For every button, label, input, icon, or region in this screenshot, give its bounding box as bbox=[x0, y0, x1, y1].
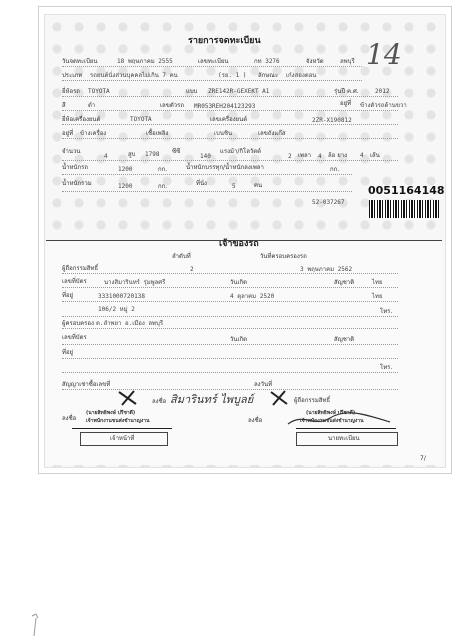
year-label: รุ่นปี ค.ศ. bbox=[334, 88, 359, 95]
nationality-value-2: ไทย bbox=[372, 293, 383, 300]
contract-label: สัญญาเช่าซื้อเลขที่ bbox=[62, 381, 111, 388]
phone2-label: โทร. bbox=[380, 364, 393, 371]
cc-value: 1798 bbox=[145, 151, 160, 158]
load-label: น้ำหนักบรรทุก/น้ำหนักลงเพลา bbox=[186, 164, 264, 171]
fuel-label: เชื้อเพลิง bbox=[146, 130, 169, 137]
dotted-line bbox=[62, 66, 362, 67]
color-label: สี bbox=[62, 102, 66, 109]
fuel-value: เบนซิน bbox=[214, 130, 233, 137]
engine-location-label: อยู่ที่ bbox=[62, 130, 74, 137]
seq-value: 2 bbox=[190, 266, 194, 273]
weight-label: น้ำหนักรถ bbox=[62, 164, 89, 171]
seats-unit: คน bbox=[254, 182, 263, 189]
owner-signature: สิมารินทร์ ไพบูลย์ bbox=[170, 393, 254, 406]
sign-label: ลงชื่อ bbox=[152, 398, 167, 405]
nationality-label: สัญชาติ bbox=[334, 279, 355, 286]
signature-scribble-icon bbox=[284, 410, 394, 430]
officer-stamp-right-line2: เจ้าพนักงานขนส่งชำนาญงาน bbox=[300, 418, 364, 424]
owned-date-label: วันที่ครอบครองรถ bbox=[260, 253, 307, 260]
engine-no-value: 2ZR-X190812 bbox=[312, 117, 352, 124]
owned-date-value: 3 พฤษภาคม 2562 bbox=[300, 266, 353, 273]
type-label: ประเภท bbox=[62, 72, 83, 79]
officer-stamp-left-line1: (นายสิทธิพงษ์ ปรีชาดี) bbox=[86, 410, 136, 416]
dotted-line bbox=[62, 174, 352, 175]
hp-label: แรงม้า/กิโลวัตต์ bbox=[220, 148, 262, 155]
engine-brand-value: TOYOTA bbox=[130, 116, 152, 123]
birth2-label: วันเกิด bbox=[230, 336, 248, 343]
wheels-label: ล้อ ยาง bbox=[328, 152, 348, 159]
body-value: เก๋งสองตอน bbox=[286, 72, 317, 79]
color-value: ดำ bbox=[88, 102, 96, 109]
weight-unit: กก. bbox=[158, 166, 168, 173]
hp-value: 140 bbox=[200, 153, 211, 160]
occupant-label: ผู้ครอบครอง bbox=[62, 320, 94, 327]
owner-section-title: เจ้าของรถ bbox=[219, 239, 259, 249]
plate-value: กท 3276 bbox=[254, 58, 280, 65]
model-label: แบบ bbox=[186, 88, 198, 95]
dotted-line bbox=[62, 344, 398, 345]
dotted-line bbox=[62, 138, 398, 139]
dotted-line bbox=[62, 358, 398, 359]
officer-stamp-left-line2: เจ้าพนักงานขนส่งชำนาญงาน bbox=[86, 418, 150, 424]
seats-value: 5 bbox=[232, 183, 236, 190]
cylinders-unit: สูบ bbox=[128, 151, 136, 158]
axles-value: 2 bbox=[288, 153, 292, 160]
officer-stamp-right-line1: (นายสิทธิพงษ์ ปรีชาดี) bbox=[306, 410, 356, 416]
chassis-value: MR053REH204123293 bbox=[194, 103, 256, 110]
engine-brand-label: ยี่ห้อเครื่องยนต์ bbox=[62, 116, 101, 123]
province-value: ลพบุรี bbox=[340, 58, 355, 65]
dotted-line bbox=[62, 316, 398, 317]
reg-date-value: 18 พฤษภาคม 2555 bbox=[117, 58, 173, 65]
owner-name: นางสิมารินทร์ รุ่มพูลศรี bbox=[104, 279, 166, 286]
type-code: (รย. 1 ) bbox=[218, 72, 247, 79]
dotted-line bbox=[62, 80, 362, 81]
chassis-location-value: ข้างตัวรถด้านขวา bbox=[360, 102, 407, 109]
birth-value: 4 ตุลาคม 2520 bbox=[230, 293, 275, 300]
officer-role-left: เจ้าหน้าที่ bbox=[110, 435, 135, 442]
serial-number: 0051164148 bbox=[368, 184, 445, 197]
cylinders-value: 4 bbox=[104, 153, 108, 160]
reg-date-label: วันจดทะเบียน bbox=[62, 58, 98, 65]
cross-mark-icon bbox=[116, 389, 140, 407]
seats-label: ที่นั่ง bbox=[196, 180, 207, 187]
address-label: ที่อยู่ bbox=[62, 292, 74, 299]
dotted-line bbox=[62, 110, 398, 111]
id-value: 3331000720138 bbox=[98, 293, 145, 300]
owner-role-label: ผู้ถือกรรมสิทธิ์ bbox=[294, 397, 331, 404]
tires-label: เส้น bbox=[370, 152, 380, 159]
birth-label: วันเกิด bbox=[230, 279, 248, 286]
document-reference: 52-037267 bbox=[312, 199, 345, 206]
dotted-line bbox=[62, 160, 398, 161]
contract-date-label: ลงวันที่ bbox=[254, 381, 273, 388]
gross-label: น้ำหนักรวม bbox=[62, 180, 92, 187]
dotted-line bbox=[62, 124, 398, 125]
model-value: ZRE142R-GEXEKT A1 bbox=[208, 88, 270, 95]
type-value: รถยนต์นั่งส่วนบุคคลไม่เกิน 7 คน bbox=[90, 72, 178, 79]
brand-value: TOYOTA bbox=[88, 88, 110, 95]
gross-unit: กก. bbox=[158, 183, 168, 190]
sign2-label: ลงชื่อ bbox=[62, 415, 77, 422]
address-value-2: ต.ลำพยา อ.เมือง ลพบุรี bbox=[96, 320, 164, 327]
wheels-value: 4 bbox=[318, 153, 322, 160]
nationality-value: ไทย bbox=[372, 279, 383, 286]
stray-pen-mark-icon bbox=[26, 612, 46, 640]
officer-role-right: นายทะเบียน bbox=[328, 435, 360, 442]
phone-label: โทร. bbox=[380, 308, 393, 315]
handwritten-number: 14 bbox=[366, 38, 402, 71]
gross-value: 1200 bbox=[118, 183, 133, 190]
tank-label: เลขถังแก๊ส bbox=[258, 130, 286, 137]
cross-mark-icon bbox=[268, 389, 290, 407]
engine-location-value: ข้างเครื่อง bbox=[80, 130, 107, 137]
page-title: รายการจดทะเบียน bbox=[188, 36, 261, 46]
cc-unit: ซีซี bbox=[172, 148, 181, 155]
address-value: 106/2 หมู่ 2 bbox=[98, 306, 135, 313]
chassis-location-label: อยู่ที่ bbox=[340, 100, 352, 107]
seq-label: ลำดับที่ bbox=[172, 253, 191, 260]
weight-value: 1200 bbox=[118, 166, 133, 173]
body-label: ลักษณะ bbox=[258, 72, 279, 79]
dotted-line bbox=[62, 328, 398, 329]
barcode bbox=[369, 200, 439, 218]
load-unit: กก. bbox=[330, 166, 340, 173]
sign3-label: ลงชื่อ bbox=[248, 417, 263, 424]
cylinders-label: จำนวน bbox=[62, 148, 81, 155]
dotted-line bbox=[62, 96, 398, 97]
brand-label: ยี่ห้อรถ bbox=[62, 88, 80, 95]
tires-value: 4 bbox=[360, 152, 364, 159]
plate-label: เลขทะเบียน bbox=[198, 58, 229, 65]
owner-label: ผู้ถือกรรมสิทธิ์ bbox=[62, 265, 99, 272]
dotted-line bbox=[62, 287, 398, 288]
province-label: จังหวัด bbox=[306, 58, 324, 65]
dotted-line bbox=[62, 372, 398, 373]
axles-label: เพลา bbox=[298, 152, 312, 159]
signature-line bbox=[72, 428, 172, 429]
nationality2-label: สัญชาติ bbox=[334, 336, 355, 343]
chassis-label: เลขตัวรถ bbox=[160, 102, 184, 109]
dotted-line bbox=[62, 301, 398, 302]
page-mark: 7/ bbox=[420, 455, 426, 462]
id-label: เลขที่บัตร bbox=[62, 278, 87, 285]
dotted-line bbox=[62, 191, 352, 192]
id2-label: เลขที่บัตร bbox=[62, 334, 87, 341]
year-value: 2012 bbox=[375, 88, 390, 95]
engine-no-label: เลขเครื่องยนต์ bbox=[210, 116, 248, 123]
address2-label: ที่อยู่ bbox=[62, 349, 74, 356]
dotted-line bbox=[62, 273, 398, 274]
